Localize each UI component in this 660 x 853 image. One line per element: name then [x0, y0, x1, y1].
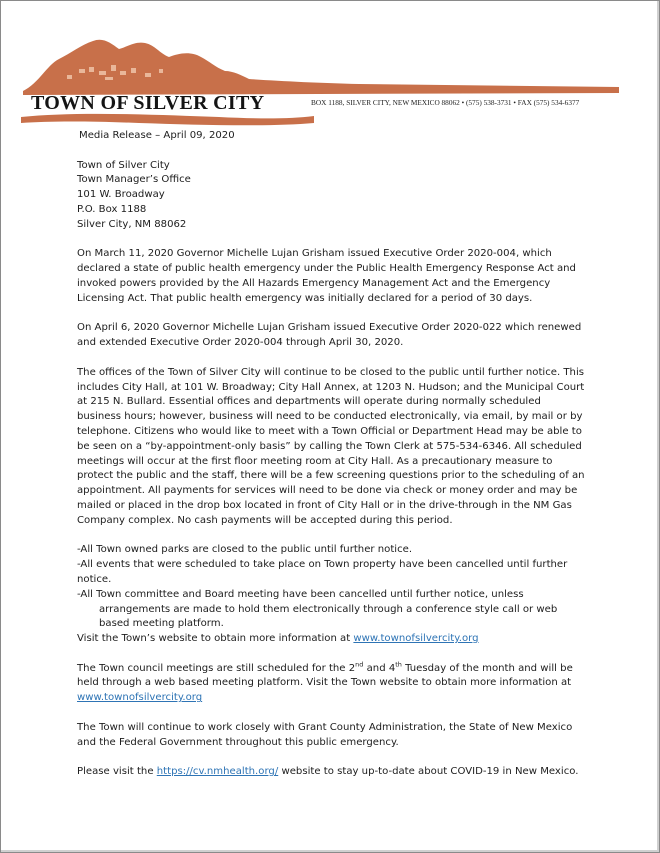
council-text: The Town council meetings are still scheduled for the 2: [77, 662, 356, 674]
paragraph-council: [77, 662, 587, 706]
paragraph-executive-order: On March 11, 2020 Governor Michelle Lujan Grisham issued Executive Order 2020-004, which declared a state of public health emergency under the Public Health Emergency Response Act and invoked powers provided by the All Hazards Emergency Management Act and the Emergency Licensing Act. That public health emergency was initially declared for a period of 30 days.: [77, 248, 576, 304]
superscript: th: [395, 660, 402, 669]
address-line: Town Manager’s Office: [77, 174, 191, 186]
paragraph-extension: On April 6, 2020 Governor Michelle Lujan Grisham issued Executive Order 2020-022 which renewed and extended Executive Order 2020-004 through April 30, 2020.: [77, 322, 582, 349]
letterhead: [1, 1, 660, 136]
visit-prefix: Please visit the: [77, 766, 157, 778]
bullet-item: -All events that were scheduled to take place on Town property have been cancelled until further notice.: [77, 559, 568, 585]
release-date: Media Release – April 09, 2020: [79, 130, 235, 141]
address-line: P.O. Box 1188: [77, 203, 147, 215]
town-name: TOWN OF SILVER CITY: [31, 92, 265, 114]
bullet-item: -All Town owned parks are closed to the public until further notice.: [77, 544, 413, 556]
bullet-item: -All Town committee and Board meeting have been cancelled until further notice, unless arrangements are made to hold them electronically through a conference style call or web based meeting platform.: [77, 588, 558, 630]
contact-info: BOX 1188, SILVER CITY, NEW MEXICO 88062 • (575) 538-3731 • FAX (575) 534-6377: [311, 98, 580, 107]
council-text: and 4: [363, 662, 396, 674]
website-link[interactable]: www.townofsilvercity.org: [353, 633, 479, 645]
council-website-link[interactable]: www.townofsilvercity.org: [77, 692, 203, 704]
website-line: [77, 632, 587, 647]
nmhealth-link[interactable]: https://cv.nmhealth.org/: [156, 766, 279, 778]
website-prefix: Visit the Town’s website to obtain more information at: [77, 633, 354, 645]
address-line: Silver City, NM 88062: [77, 218, 187, 230]
letter-body: [77, 129, 587, 780]
superscript: nd: [355, 660, 364, 669]
visit-suffix: website to stay up-to-date about COVID-19 in New Mexico.: [278, 766, 579, 778]
address-line: Town of Silver City: [77, 159, 170, 171]
paragraph-office-closure: The offices of the Town of Silver City will continue to be closed to the public until further notice. This includes City Hall, at 101 W. Broadway; City Hall Annex, at 1203 N. Hudson; and the Municipal Court at 215 N. Bullard. Essential offices and departments will operate during normally scheduled business hours; however, business will need to be conducted electronically, via email, by mail or by telephone. Citizens who would like to meet with a Town Official or Department Head may be able to be seen on a “by-appointment-only basis” by calling the Town Clerk at 575-534-6346. All scheduled meetings will occur at the first floor meeting room at City Hall. As a precautionary measure to protect the public and the staff, there will be a few screening questions prior to the scheduling of an appointment. All payments for services will need to be done via check or money order and may be mailed or placed in the drop box located in front of City Hall or in the drive-through in the NM Gas Company complex. No cash payments will be accepted during this period.: [77, 366, 585, 526]
paragraph-closing: The Town will continue to work closely with Grant County Administration, the State of New Mexico and the Federal Government throughout this public emergency.: [77, 721, 573, 748]
council-text: Tuesday of the month and will be held through a web based meeting platform. Visit the Town website to obtain more information at: [77, 662, 573, 689]
paragraph-nmhealth: [77, 765, 587, 780]
address-line: 101 W. Broadway: [77, 189, 165, 201]
